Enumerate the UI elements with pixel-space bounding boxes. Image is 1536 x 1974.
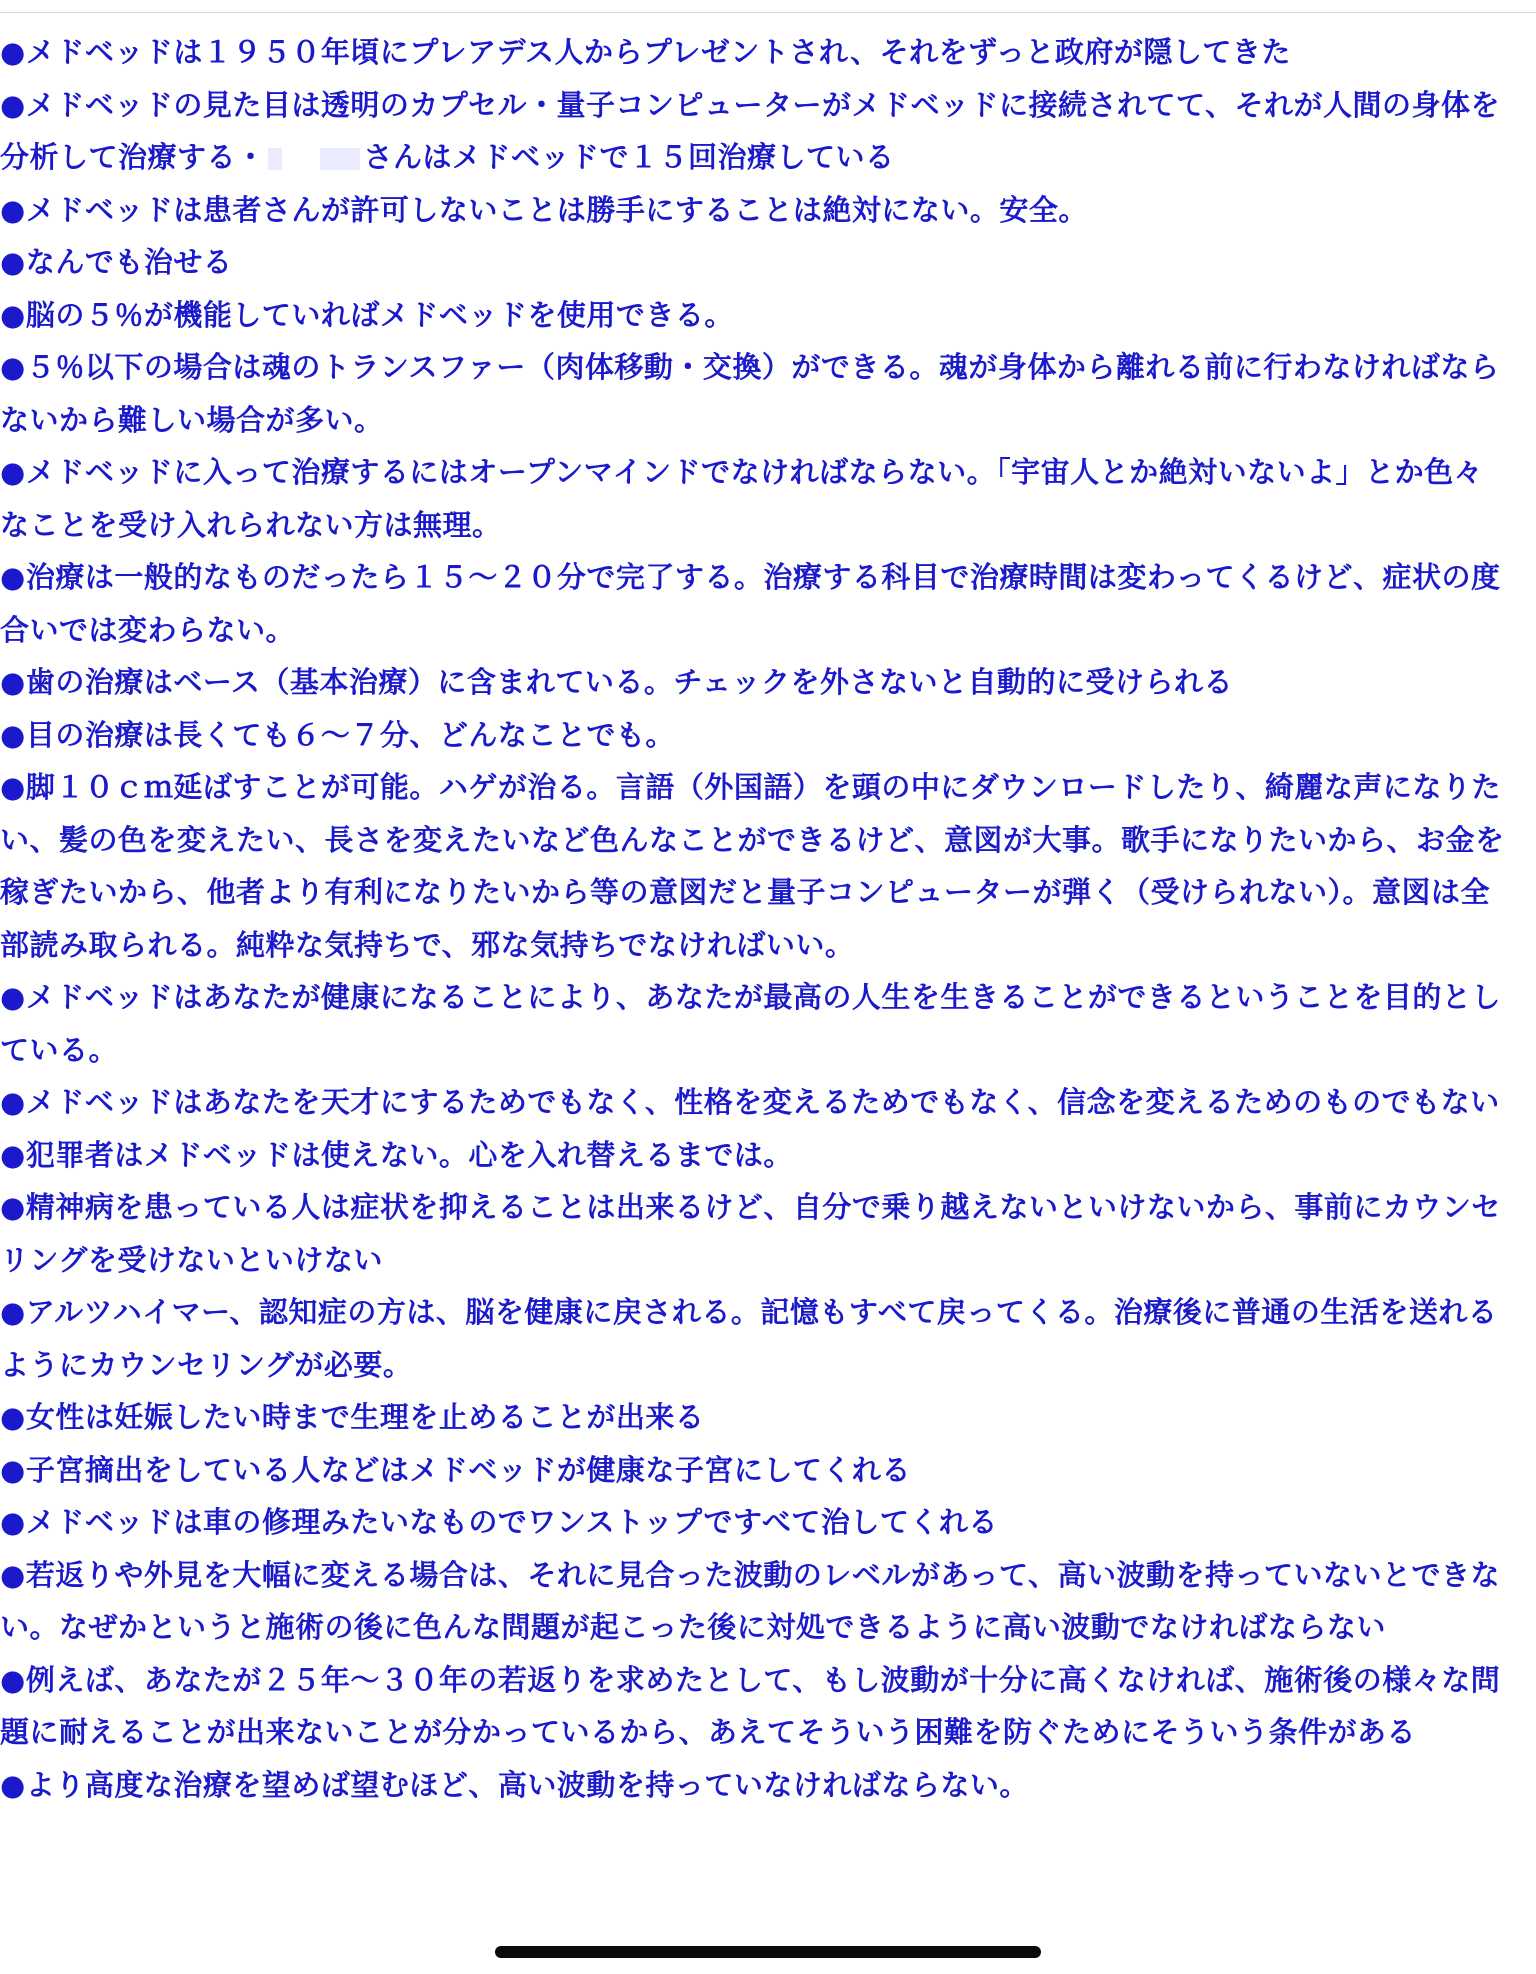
- bullet-icon: ●: [0, 350, 26, 384]
- bullet-icon: ●: [0, 35, 26, 69]
- item-text: 若返りや外見を大幅に変える場合は、それに見合った波動のレベルがあって、高い波動を持っていないとできない。なぜかというと施術の後に色んな問題が起こった後に対処できるように高い波動でなければならない: [0, 1557, 1500, 1644]
- list-item: [0, 709, 1510, 762]
- list-item: [0, 551, 1510, 656]
- bullet-icon: ●: [0, 1295, 26, 1329]
- bullet-icon: ●: [0, 245, 26, 279]
- redacted-mark: [268, 148, 282, 170]
- item-text: さんはメドベッドで１５回治療している: [363, 140, 895, 174]
- item-text: 歯の治療はベース（基本治療）に含まれている。チェックを外さないと自動的に受けられる: [25, 665, 1233, 699]
- bullet-icon: ●: [0, 717, 26, 752]
- item-text: なんでも治せる: [25, 245, 233, 279]
- item-text: メドベッドの見た目は透明のカプセル・量子コンピューターがメドベッドに接続されてて、それが人間の身体を分析して治療する・: [0, 87, 1500, 174]
- item-text: メドベッドは患者さんが許可しないことは勝手にすることは絶対にない。安全。: [25, 192, 1088, 227]
- document-body: [0, 26, 1510, 1811]
- item-text: 女性は妊娠したい時まで生理を止めることが出来る: [25, 1400, 705, 1434]
- item-text: 犯罪者はメドベッドは使えない。心を入れ替えるまでは。: [25, 1137, 793, 1172]
- list-item: [0, 1286, 1510, 1391]
- bullet-icon: ●: [0, 192, 26, 227]
- item-text: 脚１０ｃｍ延ばすことが可能。ハゲが治る。言語（外国語）を頭の中にダウンロードしたり、綺麗な声になりたい、髪の色を変えたい、長さを変えたいなど色んなことができるけど、意図が大事。歌手になりたいから、お金を稼ぎたいから、他者より有利になりたいから等の意図だと量子コンピューターが弾く（受けられない）。意図は全部読み取られる。純粋な気持ちで、邪な気持ちでなければいい。: [0, 770, 1505, 962]
- item-text: メドベッドに入って治療するにはオープンマインドでなければならない。「宇宙人とか絶対いないよ」とか色々なことを受け入れられない方は無理。: [0, 455, 1484, 542]
- item-text: 精神病を患っている人は症状を抑えることは出来るけど、自分で乗り越えないといけないから、事前にカウンセリングを受けないといけない: [0, 1190, 1501, 1277]
- list-item: [0, 656, 1510, 709]
- list-item: [0, 79, 1510, 184]
- bullet-icon: ●: [0, 87, 26, 122]
- bullet-icon: ●: [0, 1190, 26, 1224]
- item-text: 治療は一般的なものだったら１５～２０分で完了する。治療する科目で治療時間は変わってくるけど、症状の度合いでは変わらない。: [0, 560, 1501, 647]
- list-item: [0, 1496, 1510, 1549]
- bullet-icon: ●: [0, 1662, 26, 1697]
- bullet-icon: ●: [0, 1137, 26, 1172]
- redacted-name: [320, 148, 360, 170]
- list-item: [0, 1759, 1510, 1812]
- bullet-icon: ●: [0, 980, 26, 1014]
- bullet-icon: ●: [0, 665, 26, 699]
- list-item: [0, 971, 1510, 1076]
- item-text: 例えば、あなたが２５年～３０年の若返りを求めたとして、もし波動が十分に高くなければ、施術後の様々な問題に耐えることが出来ないことが分かっているから、あえてそういう困難を防ぐためにそういう条件がある: [0, 1662, 1501, 1749]
- list-item: [0, 236, 1510, 289]
- bullet-icon: ●: [0, 455, 26, 489]
- bullet-icon: ●: [0, 1767, 26, 1802]
- list-item: [0, 341, 1510, 446]
- bullet-icon: ●: [0, 1085, 26, 1119]
- top-divider: [0, 0, 1536, 13]
- item-text: 目の治療は長くても６～７分、どんなことでも。: [25, 717, 675, 752]
- list-item: [0, 184, 1510, 237]
- list-item: [0, 1444, 1510, 1497]
- bullet-icon: ●: [0, 1452, 26, 1487]
- list-item: [0, 761, 1510, 971]
- item-text: より高度な治療を望めば望むほど、高い波動を持っていなければならない。: [25, 1767, 1029, 1802]
- home-indicator-bar[interactable]: [495, 1946, 1041, 1958]
- list-item: [0, 1549, 1510, 1654]
- item-text: 子宮摘出をしている人などはメドベッドが健康な子宮にしてくれる: [25, 1452, 911, 1487]
- list-item: [0, 1181, 1510, 1286]
- bullet-icon: ●: [0, 560, 26, 594]
- item-text: メドベッドはあなたが健康になることにより、あなたが最高の人生を生きることができるということを目的としている。: [0, 980, 1501, 1067]
- item-text: アルツハイマー、認知症の方は、脳を健康に戻される。記憶もすべて戻ってくる。治療後に普通の生活を送れるようにカウンセリングが必要。: [0, 1295, 1498, 1382]
- item-text: メドベッドは車の修理みたいなものでワンストップですべて治してくれる: [25, 1505, 998, 1539]
- bullet-icon: ●: [0, 1557, 26, 1592]
- list-item: [0, 289, 1510, 342]
- bullet-icon: ●: [0, 770, 26, 804]
- item-text: メドベッドは１９５０年頃にプレアデス人からプレゼントされ、それをずっと政府が隠してきた: [25, 35, 1291, 69]
- bullet-icon: ●: [0, 297, 26, 332]
- list-item: [0, 446, 1510, 551]
- list-item: [0, 1129, 1510, 1182]
- item-text: ５％以下の場合は魂のトランスファー（肉体移動・交換）ができる。魂が身体から離れる前に行わなければならないから難しい場合が多い。: [0, 350, 1500, 437]
- item-text: 脳の５％が機能していればメドベッドを使用できる。: [25, 297, 734, 332]
- bullet-icon: ●: [0, 1505, 26, 1539]
- item-text: メドベッドはあなたを天才にするためでもなく、性格を変えるためでもなく、信念を変えるためのものでもない: [25, 1085, 1500, 1119]
- list-item: [0, 1391, 1510, 1444]
- bullet-icon: ●: [0, 1400, 26, 1434]
- list-item: [0, 1654, 1510, 1759]
- list-item: [0, 26, 1510, 79]
- list-item: [0, 1076, 1510, 1129]
